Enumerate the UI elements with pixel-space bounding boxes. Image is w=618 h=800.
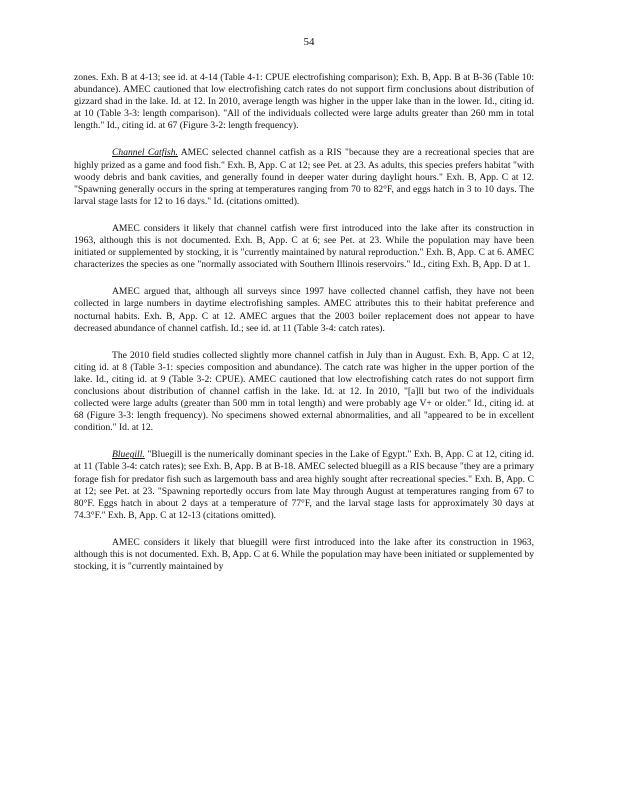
paragraph-channel-catfish [74,147,534,207]
section-heading-bluegill: Bluegill. [112,449,145,461]
paragraph-gizzard-shad-continued [74,72,534,132]
paragraph-catfish-introduction [74,223,534,271]
paragraph-text: AMEC selected channel catfish as a RIS "because they are a recreational species that are highly prized as a game and food fish." Exh. B, App. C at 12; see Pet. at 23. As adults, this species prefers habitat "with woody debris and bank cavities, and generally found in deeper water during daylight hours." Exh. B, App. C at 12. "Spawning generally occurs in the spring at temperatures ranging from 70 to 82°F, and eggs hatch in 3 to 10 days. The larval stage lasts for 12 to 16 days." Id. (citations omitted). [74,147,534,207]
paragraph-text: zones. Exh. B at 4-13; see id. at 4-14 (Table 4-1: CPUE electrofishing comparison); Exh. B, App. B at B-36 (Table 10: abundance). AMEC cautioned that low electrofishing catch rates do not support firm conclusions about distribution of gizzard shad in the lake. Id. at 12. In 2010, average length was higher in the upper lake than in the lower. Id., citing id. at 10 (Table 3-3: length comparison). "All of the individuals collected were large adults greater than 260 mm in total length." Id., citing id. at 67 (Figure 3-2: length frequency). [74,72,534,132]
paragraph-text: AMEC considers it likely that channel catfish were first introduced into the lake after its construction in 1963, although this is not documented. Exh. B, App. C at 6; see Pet. at 23. While the population may have been initiated or supplemented by stocking, it is "currently maintained by natural reproduction." Exh. B, App. C at 6. AMEC characterizes the species as one "normally associated with Southern Illinois reservoirs." Id., citing Exh. B, App. D at 1. [74,222,534,271]
paragraph-text: "Bluegill is the numerically dominant species in the Lake of Egypt." Exh. B, App. C at 12, citing id. at 11 (Table 3-4: catch rates); see Exh. B, App. B at B-18. AMEC selected bluegill as a RIS because "they are a primary forage fish for predator fish such as largemouth bass and area highly sought after recreational species." Exh. B, App. C at 12; see Pet. at 23. "Spawning reportedly occurs from late May through August at temperatures ranging from 67 to 80°F. Eggs hatch in about 2 days at a temperature of 77°F, and the larval stage lasts for approximately 30 days at 74.3°F." Exh. B, App. C at 12-13 (citations omitted). [74,449,534,521]
section-heading-channel-catfish: Channel Catfish. [112,147,178,159]
paragraph-bluegill-introduction [74,537,534,573]
paragraph-catfish-2010-studies [74,350,534,435]
document-body [74,72,534,588]
paragraph-text: AMEC argued that, although all surveys since 1997 have collected channel catfish, they have not been collected in large numbers in daytime electrofishing samples. AMEC attributes this to their habitat preference and nocturnal habits. Exh. B, App. C at 12. AMEC argues that the 2003 boiler replacement does not appear to have decreased abundance of channel catfish. Id.; see id. at 11 (Table 3-4: catch rates). [74,286,534,334]
paragraph-text: AMEC considers it likely that bluegill were first introduced into the lake after its construction in 1963, although this is not documented. Exh. B, App. C at 6. While the population may have been initiated or supplemented by stocking, it is "currently maintained by [74,536,534,573]
paragraph-text: The 2010 field studies collected slightly more channel catfish in July than in August. Exh. B, App. C at 12, citing id. at 8 (Table 3-1: species composition and abundance). The catch rate was higher in the upper portion of the lake. Id., citing id. at 9 (Table 3-2: CPUE). AMEC cautioned that low electrofishing catch rates do not support firm conclusions about distribution of channel catfish in the lake. Id. at 12. In 2010, "[a]ll but two of the individuals collected were large adults (greater than 500 mm in total length) and were probably age V+ or older." Id., citing id. at 68 (Figure 3-3: length frequency). No specimens showed external abnormalities, and all "appeared to be in excellent condition." Id. at 12. [74,349,534,434]
paragraph-bluegill [74,449,534,522]
paragraph-catfish-surveys [74,286,534,334]
page-number: 54 [303,36,315,48]
